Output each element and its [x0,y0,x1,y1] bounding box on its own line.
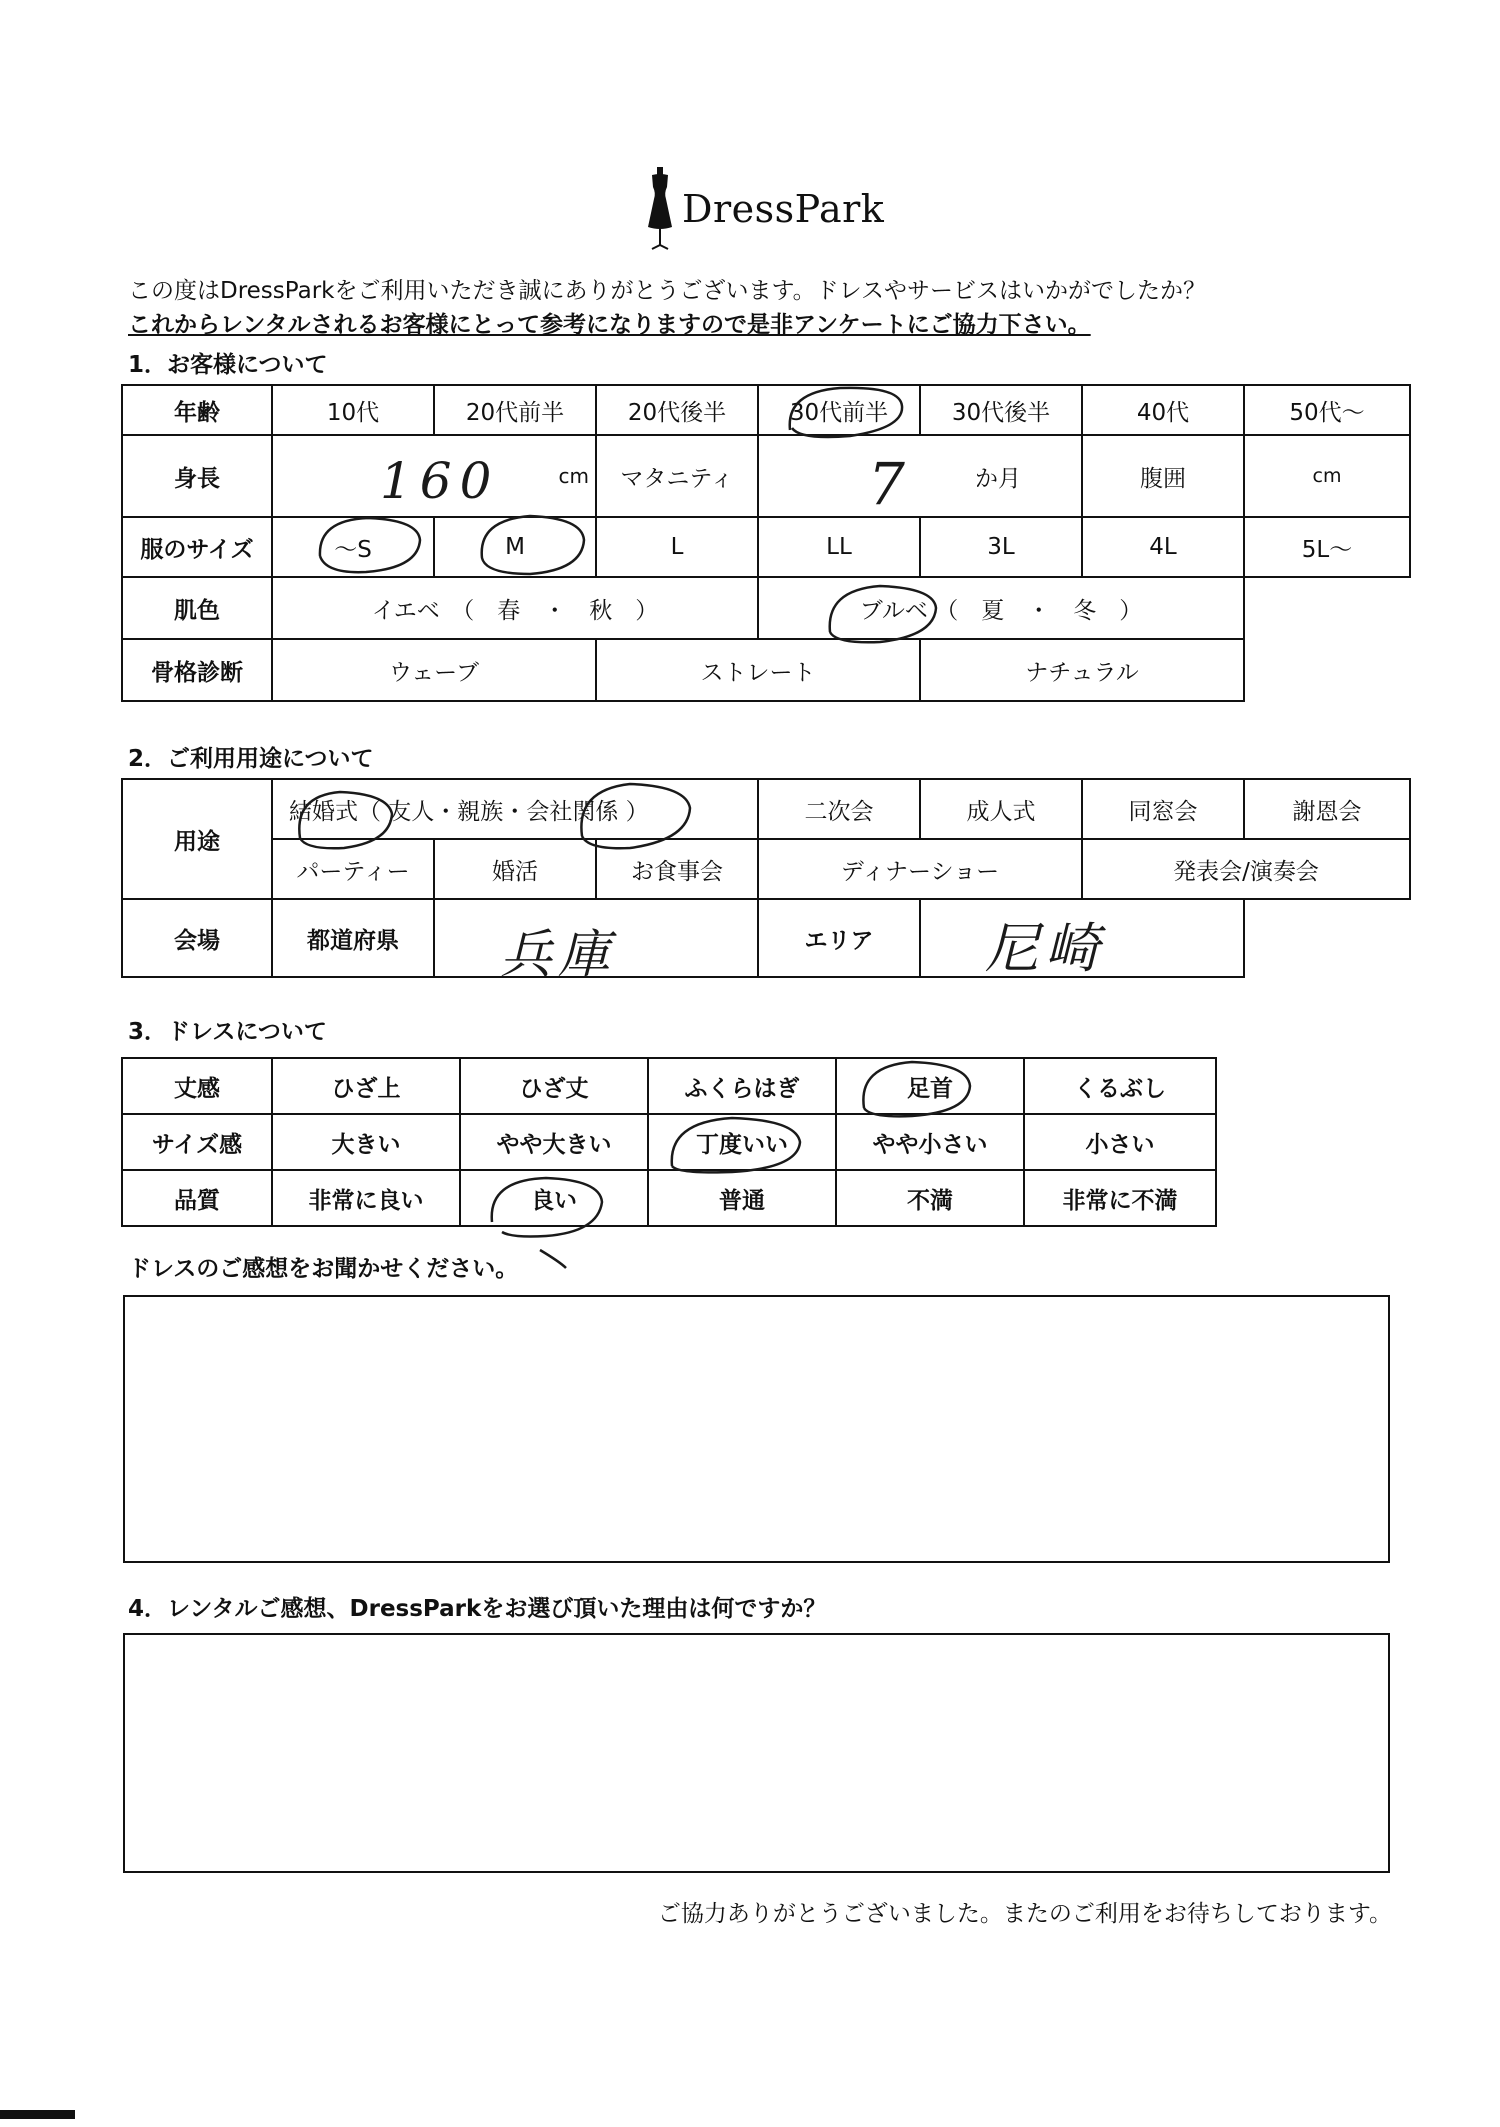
size-option-l[interactable]: L [596,517,758,577]
quality-option-dissatisfied[interactable]: 不満 [836,1170,1024,1226]
age-circle-mark [790,388,902,437]
skeleton-option-natural[interactable]: ナチュラル [920,639,1244,701]
size-option-ll[interactable]: LL [758,517,920,577]
age-option-early-20s[interactable]: 20代前半 [434,385,596,435]
waist-label: 腹囲 [1082,435,1244,517]
purpose-wedding-company: 会社関係 [526,798,619,825]
length-circle-mark [863,1062,970,1116]
quality-label: 品質 [122,1170,272,1226]
fit-option-just-right[interactable]: 丁度いい [648,1114,836,1170]
size-option-5l-plus[interactable]: 5L～ [1244,517,1410,577]
quality-option-good[interactable]: 良い [460,1170,648,1226]
maternity-unit: か月 [975,465,1021,492]
skeleton-option-straight[interactable]: ストレート [596,639,920,701]
section1-title: 1．お客様について [128,352,328,378]
skin-blue-seasons: （ 夏 ・ 冬 ） [935,597,1143,624]
fit-option-small[interactable]: 小さい [1024,1114,1216,1170]
size-option-m[interactable]: M [434,517,596,577]
length-option-ankle[interactable]: 足首 [836,1058,1024,1114]
size-option-s[interactable]: ～S [272,517,434,577]
purpose-dinner[interactable]: お食事会 [596,839,758,899]
purpose-afterparty[interactable]: 二次会 [758,779,920,839]
area-handwritten: 尼崎 [985,917,1105,980]
quality-option-normal[interactable]: 普通 [648,1170,836,1226]
purpose-label: 用途 [122,779,272,899]
size-label: 服のサイズ [122,517,272,577]
size-option-4l[interactable]: 4L [1082,517,1244,577]
length-option-calf[interactable]: ふくらはぎ [648,1058,836,1114]
purpose-recital[interactable]: 発表会/演奏会 [1082,839,1410,899]
waist-unit: cm [1312,465,1342,487]
purpose-wedding-label: 結婚式 [289,798,358,825]
thanks-message: ご協力ありがとうございました。またのご利用をお待ちしております。 [657,1901,1392,1927]
fit-circle-mark [672,1118,800,1172]
fit-option-large[interactable]: 大きい [272,1114,460,1170]
skeleton-option-wave[interactable]: ウェーブ [272,639,596,701]
size-m-circle-mark [482,516,584,574]
purpose-party[interactable]: パーティー [272,839,434,899]
skin-option-yellow[interactable]: イエベ （ 春 ・ 秋 ） [272,577,758,639]
intro-line-2: これからレンタルされるお客様にとって参考になりますので是非アンケートにご協力下さい。 [128,312,1091,338]
prefecture-label: 都道府県 [272,899,434,977]
purpose-wedding-open: （ 友人・親族・ [358,798,527,825]
age-option-50s-plus[interactable]: 50代～ [1244,385,1410,435]
section4-title: 4．レンタルご感想、DressParkをお選び頂いた理由は何ですか？ [128,1596,827,1622]
age-option-late-20s[interactable]: 20代後半 [596,385,758,435]
wedding-circle-mark [299,792,392,848]
maternity-label: マタニティ [596,435,758,517]
venue-label: 会場 [122,899,272,977]
quality-option-very-good[interactable]: 非常に良い [272,1170,460,1226]
size-s-circle-mark [320,518,420,572]
fit-label: サイズ感 [122,1114,272,1170]
length-option-above-knee[interactable]: ひざ上 [272,1058,460,1114]
age-option-10s[interactable]: 10代 [272,385,434,435]
quality-circle-mark [492,1178,602,1268]
section3-title: 3．ドレスについて [128,1019,327,1045]
length-option-knee[interactable]: ひざ丈 [460,1058,648,1114]
dress-comment-label: ドレスのご感想をお聞かせください。 [128,1256,519,1282]
age-option-40s[interactable]: 40代 [1082,385,1244,435]
fit-option-slightly-large[interactable]: やや大きい [460,1114,648,1170]
height-label: 身長 [122,435,272,517]
purpose-konkatsu[interactable]: 婚活 [434,839,596,899]
skin-label: 肌色 [122,577,272,639]
length-option-ankle-bone[interactable]: くるぶし [1024,1058,1216,1114]
size-option-3l[interactable]: 3L [920,517,1082,577]
area-label: エリア [758,899,920,977]
company-circle-mark [581,784,690,848]
prefecture-handwritten: 兵庫 [500,925,617,985]
purpose-wedding-close: ） [618,798,649,825]
intro-line-1: この度はDressParkをご利用いただき誠にありがとうございます。ドレスやサービスはいかがでしたか？ [128,278,1206,304]
age-option-late-30s[interactable]: 30代後半 [920,385,1082,435]
purpose-reunion[interactable]: 同窓会 [1082,779,1244,839]
length-label: 丈感 [122,1058,272,1114]
height-unit: cm [558,464,589,488]
section2-title: 2．ご利用用途について [128,746,374,772]
brand-name: DressPark [682,187,885,231]
purpose-coming-of-age[interactable]: 成人式 [920,779,1082,839]
fit-option-slightly-small[interactable]: やや小さい [836,1114,1024,1170]
purpose-dinner-show[interactable]: ディナーショー [758,839,1082,899]
skeleton-label: 骨格診断 [122,639,272,701]
age-label: 年齢 [122,385,272,435]
maternity-handwritten: 7 [868,450,905,518]
skin-blue-circle-mark [830,586,936,642]
quality-option-very-dissatisfied[interactable]: 非常に不満 [1024,1170,1216,1226]
skin-blue-label: ブルベ [859,597,928,624]
height-handwritten: 160 [380,452,500,510]
purpose-thank-you-party[interactable]: 謝恩会 [1244,779,1410,839]
age-option-early-30s[interactable]: 30代前半 [758,385,920,435]
